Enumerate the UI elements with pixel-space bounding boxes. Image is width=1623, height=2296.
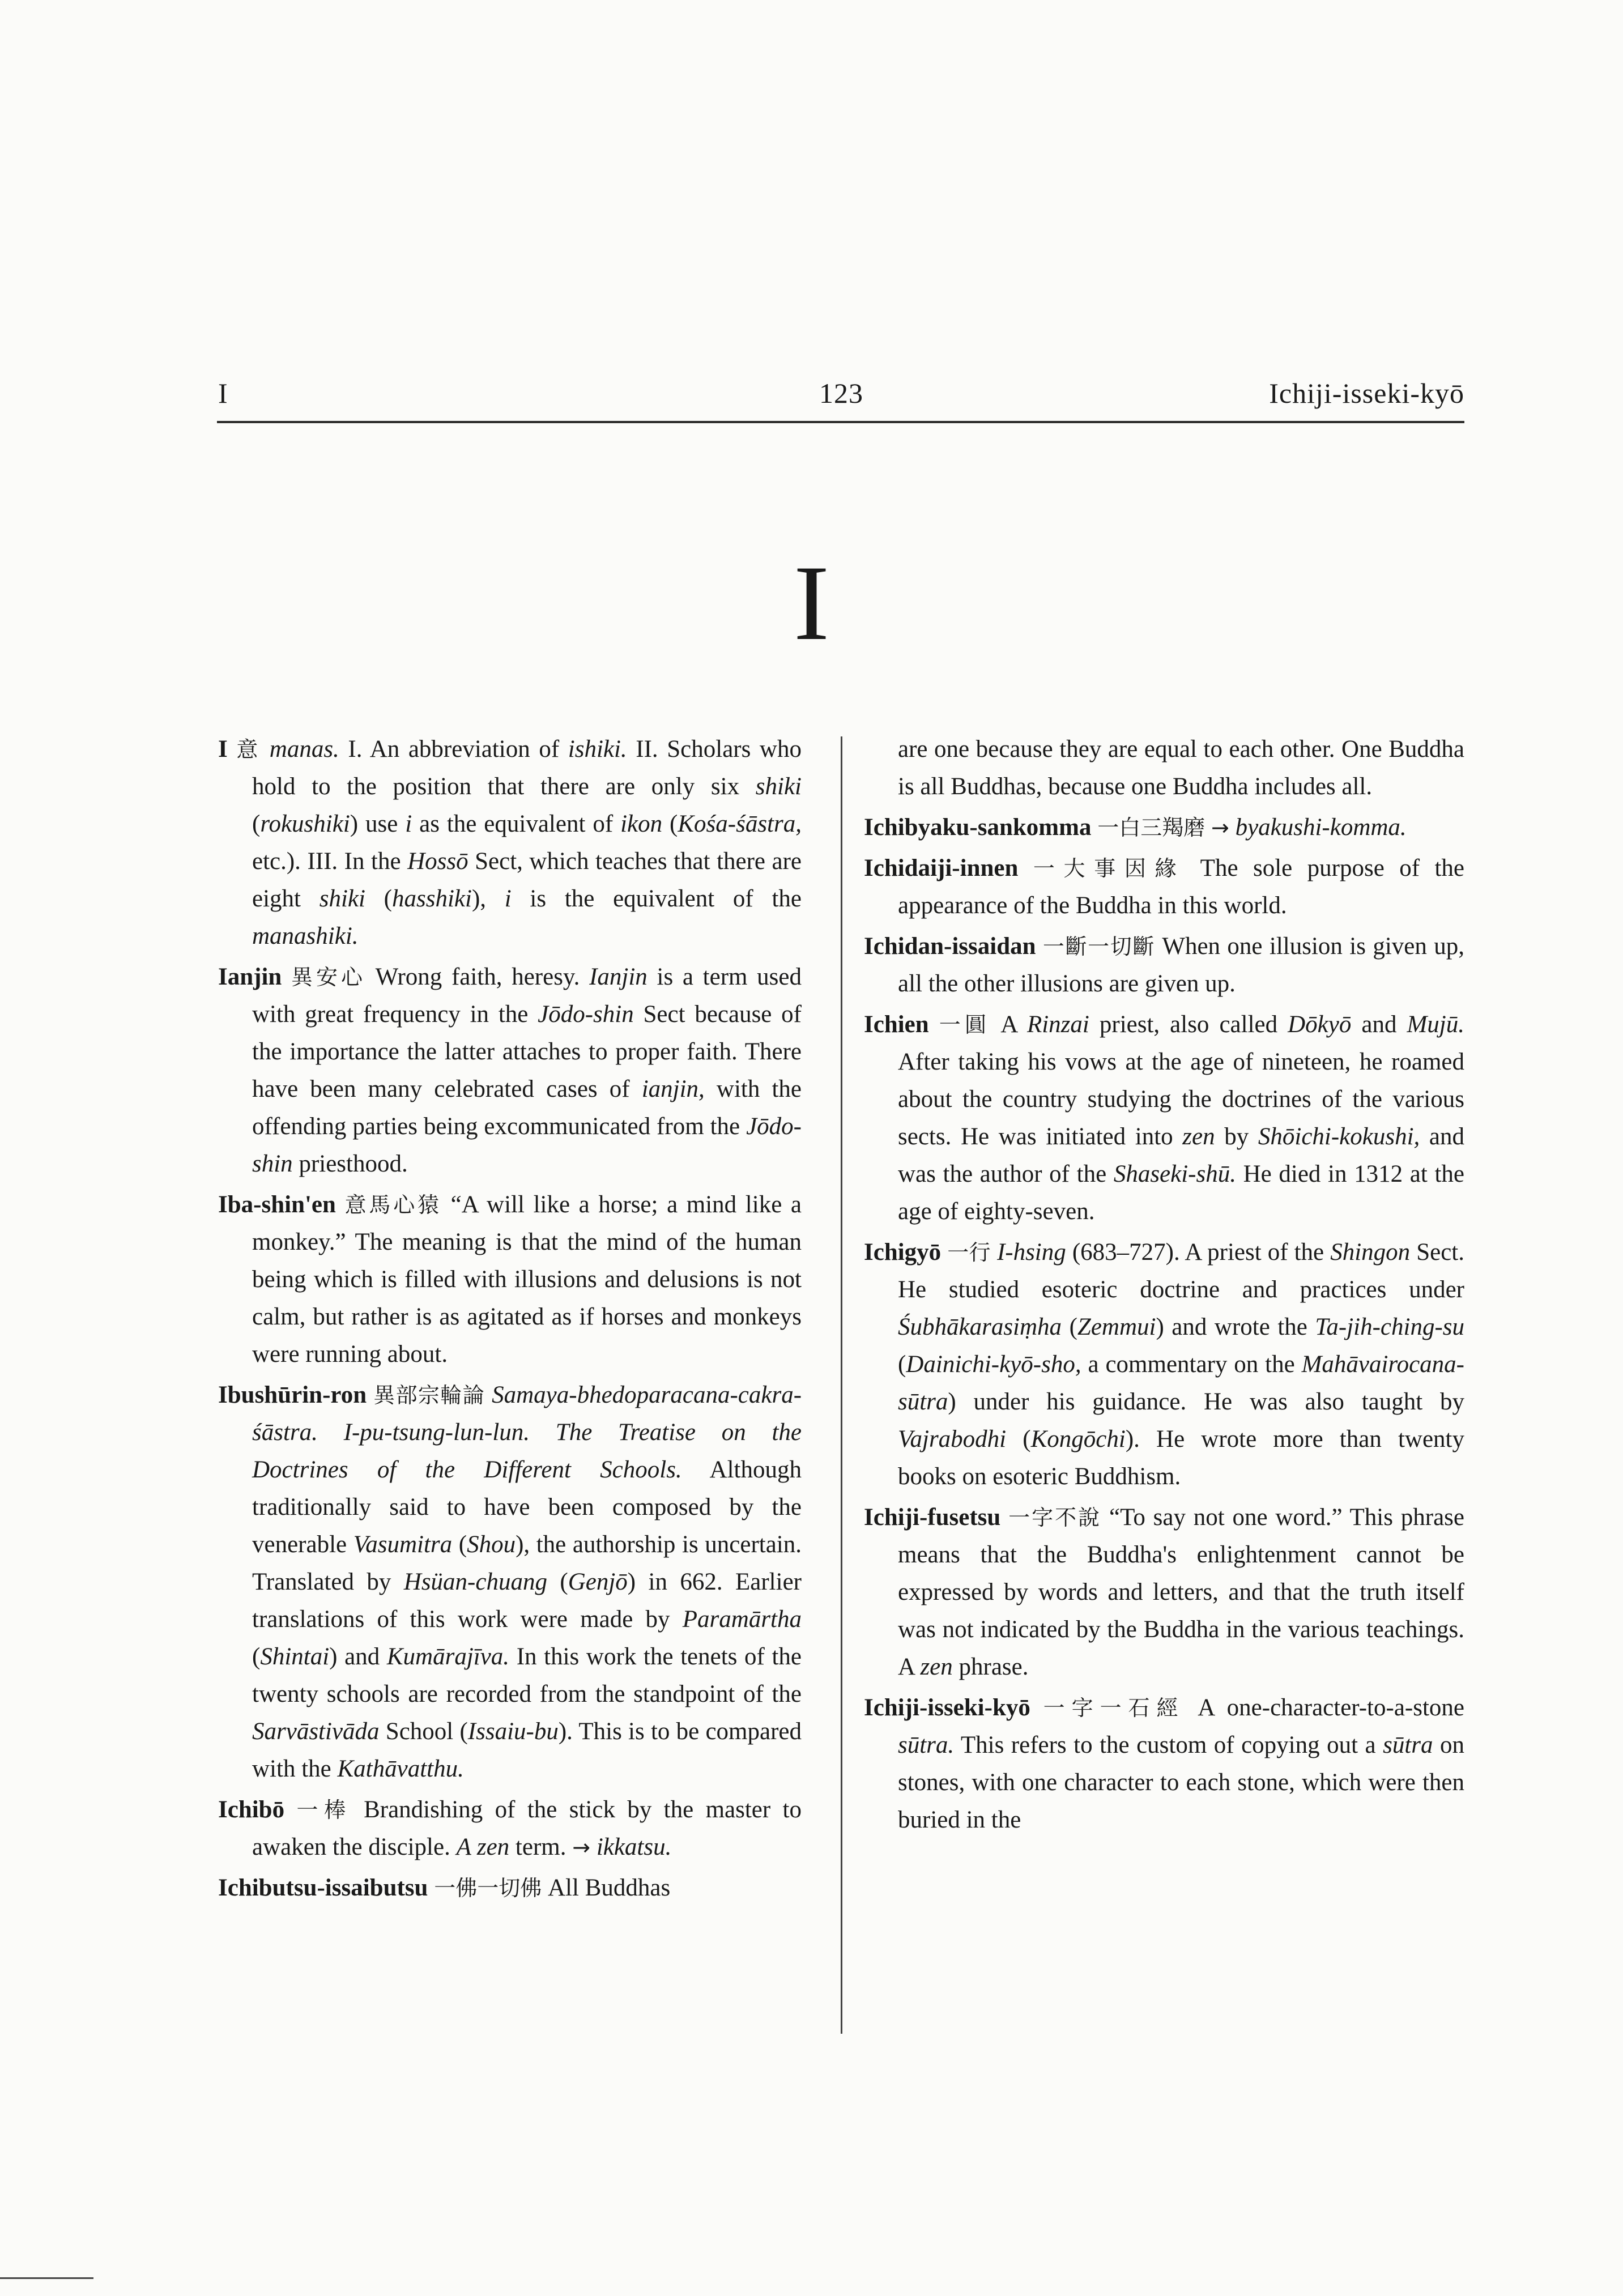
entry-text: Kumārajīva. <box>386 1643 510 1670</box>
cross-reference-arrow-icon: → <box>1211 815 1229 840</box>
entry-text: Vasumitra <box>353 1531 453 1558</box>
running-head-section-letter: I <box>218 377 228 409</box>
entry-text: with the offending parties being excommunicated from the <box>252 1076 802 1140</box>
entry-text: When one illusion is given up, all the other illusions are given up. <box>898 933 1464 997</box>
entry-text: Mahāvairocana-sūtra <box>898 1351 1464 1415</box>
entry-text: etc.). III. In the <box>252 848 408 875</box>
entry-text: priesthood. <box>292 1151 408 1177</box>
entry-text: ( <box>1006 1426 1031 1452</box>
entry-text: ( <box>365 885 392 912</box>
entry-text: This refers to the custom of copying out a <box>954 1732 1383 1758</box>
entry-text: ( <box>252 1643 261 1670</box>
entry-text: ( <box>662 811 678 837</box>
dictionary-entry-i <box>218 731 802 955</box>
entry-text: zen <box>1182 1123 1215 1150</box>
page-number: 123 <box>819 377 863 409</box>
entry-text: Kathāvatthu. <box>337 1756 464 1782</box>
entry-text: “A will like a horse; a mind like a monkey.” The meaning is that the mind of the human being which is filled with illusions and delusions is not calm, but rather is as agitated as if horses and monkeys were running about. <box>252 1191 802 1368</box>
entry-text: manashiki. <box>252 923 359 949</box>
entry-text: Kongōchi <box>1030 1426 1126 1452</box>
entry-text: zen <box>920 1654 953 1680</box>
entry-text: Shintai <box>260 1643 330 1670</box>
entry-text: (683–727). A priest of the <box>1066 1239 1331 1266</box>
entry-text: ( <box>1062 1314 1077 1340</box>
entry-text: manas. <box>269 736 339 763</box>
dictionary-entry-ichidan-issaidan <box>864 928 1464 1003</box>
dictionary-entry-ichidaiji-innen <box>864 850 1464 925</box>
cross-reference-arrow-icon: → <box>572 1835 591 1860</box>
entry-text: ). This is to be compared with the <box>252 1718 802 1782</box>
entry-text: hasshiki <box>391 885 472 912</box>
dictionary-entry-ichigyo <box>864 1234 1464 1496</box>
entry-text: A <box>990 1011 1027 1038</box>
entry-text: The sole purpose of the appearance of the Buddha in this world. <box>898 855 1465 919</box>
entry-text: ( <box>547 1569 568 1595</box>
headword-kanji: 一行 <box>947 1240 991 1265</box>
dictionary-entry-ichibutsu-issaibutsu <box>218 1869 802 1907</box>
headword-kanji: 異部宗輪論 <box>373 1383 485 1408</box>
entry-text: Jōdo-shin <box>538 1001 634 1028</box>
column-divider <box>841 736 842 2034</box>
entry-text: Sect. He studied esoteric doctrine and practices under <box>898 1239 1464 1303</box>
entry-text: is the equivalent of the <box>511 885 802 912</box>
headword-kanji: 一斷一切斷 <box>1042 934 1156 959</box>
entry-text: Mujū. <box>1407 1011 1464 1038</box>
headword: Ichien <box>864 1011 929 1038</box>
entry-text: Issaiu-bu <box>467 1718 559 1745</box>
entry-text: Hossō <box>407 848 468 875</box>
cross-reference-term: ikkatsu. <box>596 1834 672 1860</box>
headword: Ichibō <box>218 1796 285 1823</box>
entry-text: ) in 662. Earlier translations of this work were made by <box>252 1569 802 1633</box>
headword: Ichidan-issaidan <box>864 933 1036 960</box>
entry-text: Hsüan-chuang <box>403 1569 547 1595</box>
dictionary-entry-continuation <box>864 731 1464 806</box>
entry-text: ), <box>471 885 505 912</box>
entry-text: Vajrabodhi <box>898 1426 1007 1452</box>
entry-text: Although traditionally said to have been composed by the venerable <box>252 1456 802 1558</box>
cross-reference-term: byakushi-komma. <box>1235 814 1407 841</box>
entry-text: and was the author of the <box>898 1123 1464 1187</box>
dictionary-entry-ianjin <box>218 959 802 1183</box>
left-column <box>218 731 802 1910</box>
entry-text: Ianjin <box>589 964 648 990</box>
headword: Ibushūrin-ron <box>218 1382 367 1408</box>
entry-text: are one because they are equal to each other. One Buddha is all Buddhas, because one Buddha includes all. <box>898 736 1464 800</box>
running-head-last-entry: Ichiji-isseki-kyō <box>1269 377 1464 409</box>
right-column <box>864 731 1464 1842</box>
entry-text: priest, also called <box>1089 1011 1288 1038</box>
header-rule <box>217 421 1464 423</box>
entry-text: Sect, which teaches that there are eight <box>252 848 802 912</box>
headword: Ichibutsu-issaibutsu <box>218 1875 428 1901</box>
entry-text: ishiki. <box>568 736 627 763</box>
dictionary-entry-iba-shinen <box>218 1186 802 1373</box>
entry-text: A zen <box>456 1834 510 1860</box>
headword: Ichigyō <box>864 1239 942 1266</box>
headword: Ichidaiji-innen <box>864 855 1019 881</box>
headword-kanji: 異安心 <box>291 965 366 990</box>
entry-text: sūtra. <box>898 1732 955 1758</box>
entry-text: Dainichi-kyō-sho, <box>906 1351 1081 1378</box>
entry-text: i <box>405 811 412 837</box>
headword-kanji: 一棒 <box>296 1797 352 1822</box>
entry-text: shiki <box>755 773 802 800</box>
headword-kanji: 一字不說 <box>1008 1505 1102 1530</box>
dictionary-entry-ibushurin-ron <box>218 1377 802 1788</box>
entry-text: and <box>1351 1011 1407 1038</box>
headword-kanji: 一佛一切佛 <box>434 1876 542 1901</box>
entry-text: II. Scholars who hold to the position that there are only six <box>252 736 802 800</box>
entry-text: I-hsing <box>996 1239 1066 1266</box>
entry-text: rokushiki <box>260 811 350 837</box>
entry-text: Śubhākarasiṃha <box>898 1314 1062 1340</box>
entry-text: Kośa-śāstra, <box>678 811 802 837</box>
headword-kanji: 一字一石經 <box>1043 1696 1185 1720</box>
entry-text: Genjō <box>568 1569 628 1595</box>
entry-text: Shaseki-shū. <box>1113 1161 1236 1187</box>
dictionary-entry-ichibo <box>218 1791 802 1866</box>
entry-text: Brandishing of the stick by the master to awaken the disciple. <box>252 1796 802 1860</box>
entry-text: Sect because of the importance the latter attaches to proper faith. There have been many celebrated cases of <box>252 1001 802 1102</box>
entry-text: ianjin, <box>641 1076 705 1102</box>
entry-text: Sarvāstivāda <box>252 1718 380 1745</box>
entry-text: by <box>1215 1123 1258 1150</box>
entry-text: Wrong faith, heresy. <box>365 964 590 990</box>
entry-text: Samaya-bhedoparacana-cakra-śāstra. I-pu-tsung-lun-lun. The Treatise on the Doctrines of the Different Schools. <box>252 1382 802 1483</box>
entry-text: ) use <box>350 811 406 837</box>
dictionary-entry-ichien <box>864 1006 1464 1230</box>
entry-text: sūtra <box>1383 1732 1433 1758</box>
headword: Ichiji-fusetsu <box>864 1504 1001 1531</box>
entry-text: Shou <box>467 1531 516 1558</box>
headword-kanji: 意 <box>236 737 261 762</box>
dictionary-entry-ichibyaku-sankomma <box>864 809 1464 846</box>
entry-text: ) under his guidance. He was also taught by <box>948 1388 1464 1415</box>
entry-text: shiki <box>319 885 365 912</box>
entry-text: Shingon <box>1330 1239 1411 1266</box>
entry-text: term. <box>509 1834 573 1860</box>
entry-text: Paramārtha <box>682 1606 802 1633</box>
headword: Ichiji-isseki-kyō <box>864 1694 1030 1721</box>
entry-text: ), the authorship is uncertain. Translated by <box>252 1531 802 1595</box>
entry-text: “To say not one word.” This phrase means that the Buddha's enlightenment cannot be expressed by words and letters, and that the truth itself was not indicated by the Buddha in the various teachings. A <box>898 1504 1464 1680</box>
entry-text: Rinzai <box>1026 1011 1089 1038</box>
entry-text: All Buddhas <box>542 1875 671 1901</box>
entry-text: ) and <box>329 1643 387 1670</box>
entry-text: Ta-jih-ching-su <box>1315 1314 1464 1340</box>
entry-text: ( <box>252 811 261 837</box>
entry-text: School ( <box>379 1718 468 1745</box>
entry-text: a commentary on the <box>1081 1351 1302 1378</box>
entry-text: Zemmui <box>1077 1314 1156 1340</box>
entry-text: phrase. <box>952 1654 1029 1680</box>
footer-rule <box>0 2277 93 2279</box>
entry-text: After taking his vows at the age of nineteen, he roamed about the country studying the doctrines of the various sects. He was initiated into <box>898 1049 1464 1150</box>
headword: Iba-shin'en <box>218 1191 336 1218</box>
entry-text: as the equivalent of <box>412 811 621 837</box>
headword: Ichibyaku-sankomma <box>864 814 1092 841</box>
headword-kanji: 意馬心猿 <box>344 1192 442 1217</box>
headword: I <box>218 736 228 763</box>
headword: Ianjin <box>218 964 282 990</box>
entry-text: is a term used with great frequency in the <box>252 964 802 1028</box>
entry-text: I. An abbreviation of <box>339 736 568 763</box>
headword-kanji: 一白三羯磨 <box>1097 815 1205 840</box>
section-heading-letter: I <box>793 544 830 663</box>
entry-text: ( <box>452 1531 467 1558</box>
entry-text: He died in 1312 at the age of eighty-seven. <box>898 1161 1464 1225</box>
headword-kanji: 一大事因緣 <box>1033 856 1186 881</box>
dictionary-entry-ichiji-fusetsu <box>864 1499 1464 1686</box>
entry-text: i <box>504 885 512 912</box>
entry-text: Dōkyō <box>1288 1011 1352 1038</box>
entry-text: ( <box>898 1351 906 1378</box>
entry-text: ikon <box>620 811 663 837</box>
entry-text: A one-character-to-a-stone <box>1185 1694 1464 1721</box>
entry-text: on stones, with one character to each stone, which were then buried in the <box>898 1732 1465 1833</box>
headword-kanji: 一圓 <box>939 1012 991 1037</box>
entry-text: ) and wrote the <box>1156 1314 1315 1340</box>
entry-text: Shōichi-kokushi, <box>1258 1123 1420 1150</box>
dictionary-entry-ichiji-isseki-kyo <box>864 1689 1464 1839</box>
entry-text: Jōdo-shin <box>252 1113 802 1177</box>
running-head <box>218 371 1464 416</box>
entry-text: In this work the tenets of the twenty schools are recorded from the standpoint of the <box>252 1643 802 1707</box>
entry-text: ). He wrote more than twenty books on esoteric Buddhism. <box>898 1426 1464 1490</box>
